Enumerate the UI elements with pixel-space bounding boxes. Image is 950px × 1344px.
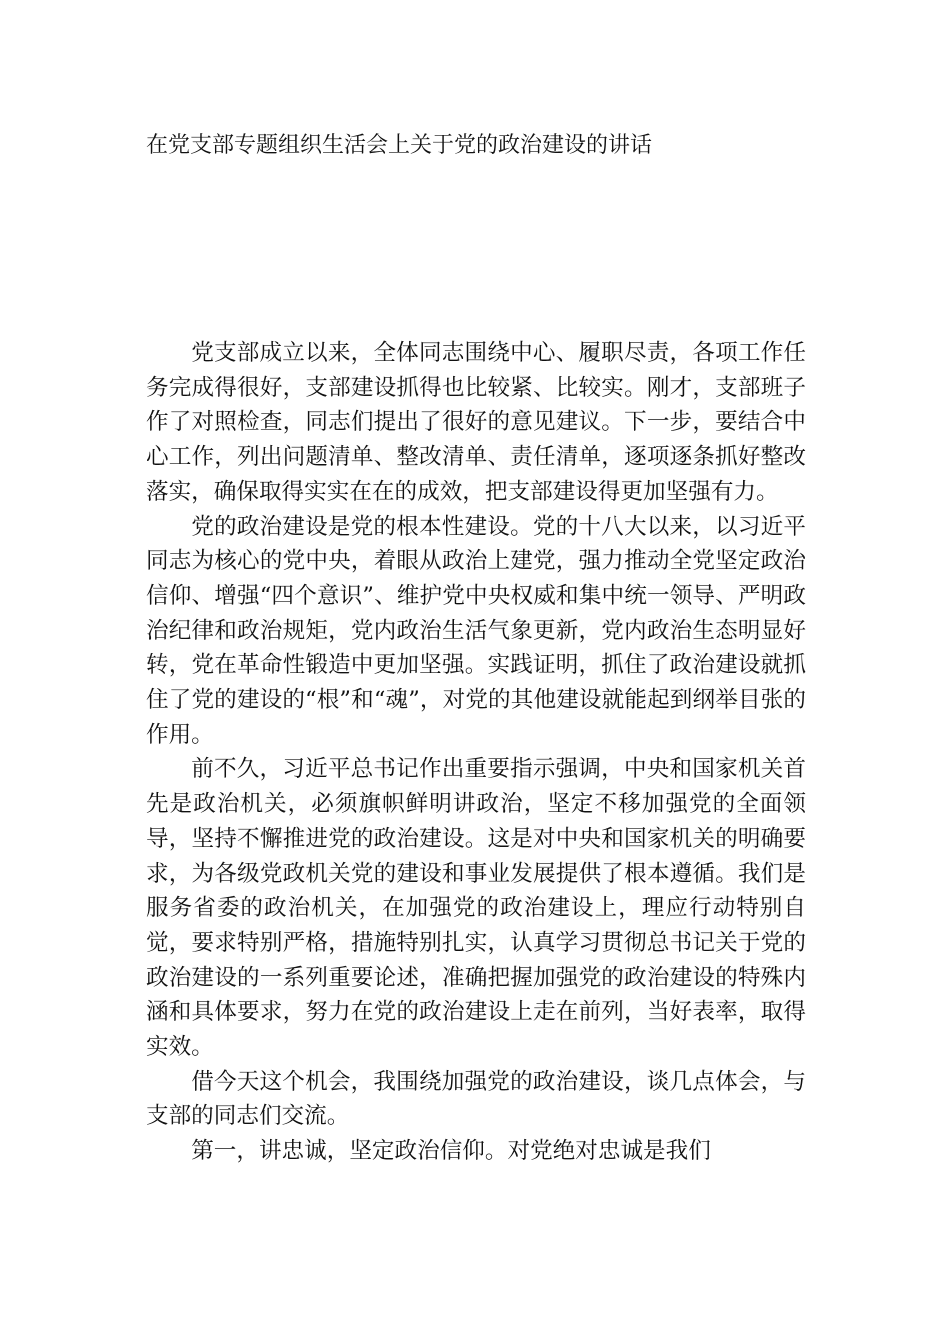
paragraph-4: 借今天这个机会，我围绕加强党的政治建设，谈几点体会，与支部的同志们交流。 bbox=[146, 1068, 806, 1130]
paragraph-2: 党的政治建设是党的根本性建设。党的十八大以来，以习近平同志为核心的党中央，着眼从政治上建党，强力推动全党坚定政治信仰、增强“四个意识”、维护党中央权威和集中统一领导、严明政治纪律和政治规矩，党内政治生活气象更新，党内政治生态明显好转，党在革命性锻造中更加坚强。实践证明，抓住了政治建设就抓住了党的建设的“根”和“魂”，对党的其他建设就能起到纲举目张的作用。 bbox=[146, 513, 806, 748]
document-body bbox=[146, 336, 806, 1169]
paragraph-5: 第一，讲忠诚，坚定政治信仰。对党绝对忠诚是我们 bbox=[191, 1138, 711, 1165]
paragraph-1: 党支部成立以来，全体同志围绕中心、履职尽责，各项工作任务完成得很好，支部建设抓得也比较紧、比较实。刚才，支部班子作了对照检查，同志们提出了很好的意见建议。下一步，要结合中心工作，列出问题清单、整改清单、责任清单，逐项逐条抓好整改落实，确保取得实实在在的成效，把支部建设得更加坚强有力。 bbox=[146, 340, 806, 505]
paragraph-3: 前不久，习近平总书记作出重要指示强调，中央和国家机关首先是政治机关，必须旗帜鲜明讲政治，坚定不移加强党的全面领导，坚持不懈推进党的政治建设。这是对中央和国家机关的明确要求，为各级党政机关党的建设和事业发展提供了根本遵循。我们是服务省委的政治机关，在加强党的政治建设上，理应行动特别自觉，要求特别严格，措施特别扎实，认真学习贯彻总书记关于党的政治建设的一系列重要论述，准确把握加强党的政治建设的特殊内涵和具体要求，努力在党的政治建设上走在前列，当好表率，取得实效。 bbox=[146, 756, 806, 1061]
document-title: 在党支部专题组织生活会上关于党的政治建设的讲话 bbox=[146, 133, 653, 158]
